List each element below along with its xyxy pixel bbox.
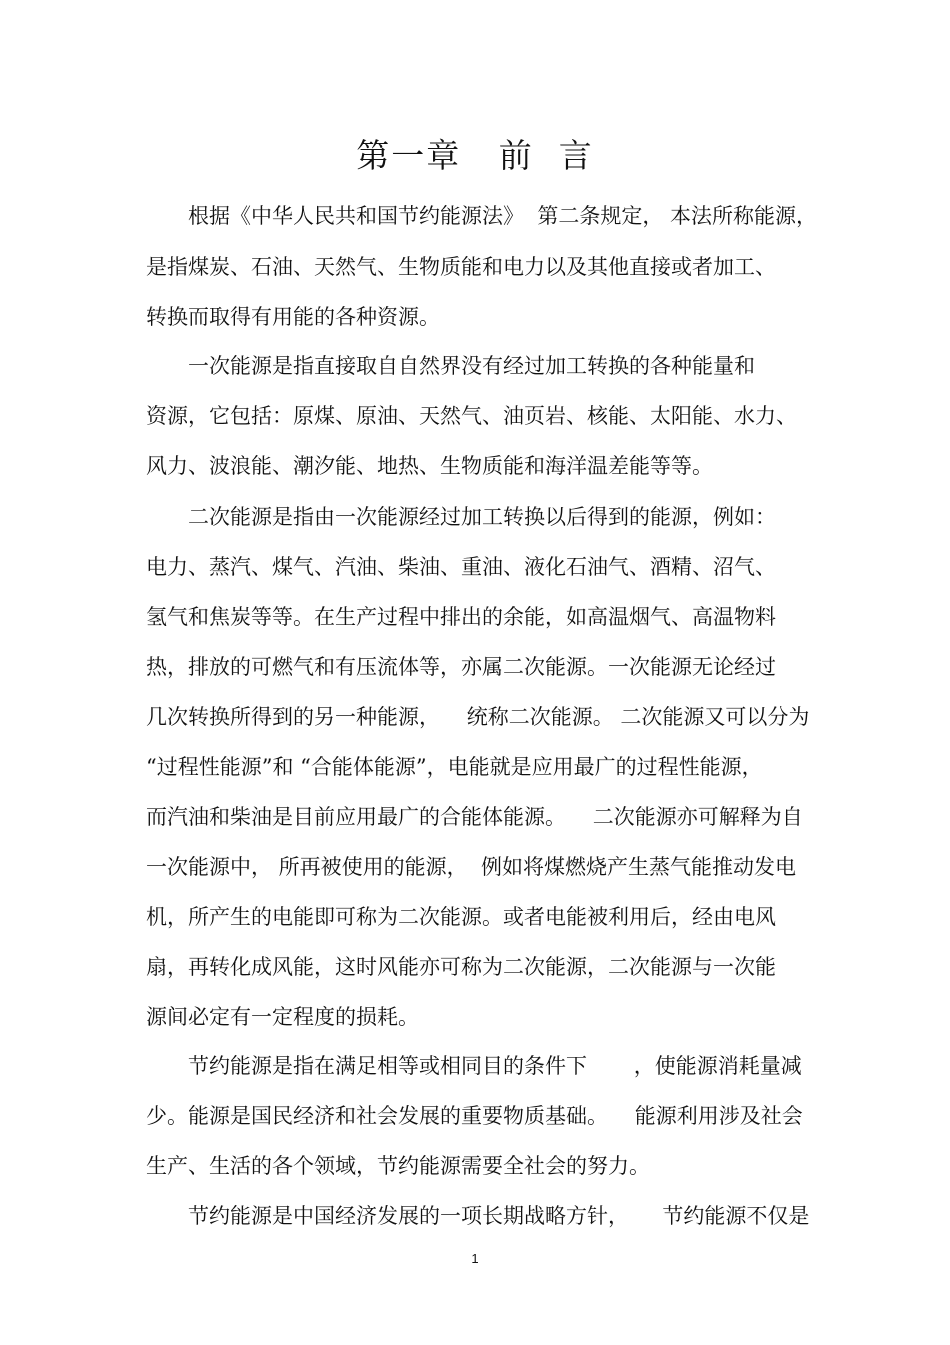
paragraph-3-line-5: 几次转换所得到的另一种能源， 统称二次能源。 二次能源又可以分为	[146, 705, 810, 729]
paragraph-5-line-1: 节约能源是中国经济发展的一项长期战略方针， 节约能源不仅是	[188, 1204, 810, 1228]
paragraph-3-line-7: 而汽油和柴油是目前应用最广的合能体能源。 二次能源亦可解释为自	[146, 805, 803, 829]
paragraph-4-line-2: 少。能源是国民经济和社会发展的重要物质基础。 能源利用涉及社会	[146, 1104, 803, 1128]
paragraph-3-line-11: 源间必定有一定程度的损耗。	[146, 1005, 419, 1029]
paragraph-3-line-2: 电力、蒸汽、煤气、汽油、柴油、重油、液化石油气、酒精、沼气、	[146, 555, 776, 579]
page-number: 1	[471, 1251, 479, 1266]
paragraph-4-line-1: 节约能源是指在满足相等或相同目的条件下 ，使能源消耗量减	[188, 1054, 802, 1078]
paragraph-2-line-2: 资源，它包括：原煤、原油、天然气、油页岩、核能、太阳能、水力、	[146, 404, 797, 428]
paragraph-1-line-1: 根据《中华人民共和国节约能源法》 第二条规定， 本法所称能源，	[188, 204, 818, 228]
paragraph-2-line-1: 一次能源是指直接取自自然界没有经过加工转换的各种能量和	[188, 354, 755, 378]
paragraph-3-line-6: “过程性能源”和 “合能体能源”，电能就是应用最广的过程性能源，	[146, 755, 763, 779]
paragraph-4-line-3: 生产、生活的各个领域，节约能源需要全社会的努力。	[146, 1154, 650, 1178]
paragraph-3-line-9: 机，所产生的电能即可称为二次能源。或者电能被利用后，经由电风	[146, 905, 776, 929]
paragraph-2-line-3: 风力、波浪能、潮汐能、地热、生物质能和海洋温差能等等。	[146, 454, 713, 478]
paragraph-1-line-2: 是指煤炭、石油、天然气、生物质能和电力以及其他直接或者加工、	[146, 255, 776, 279]
chapter-title: 第一章 前 言	[356, 136, 594, 175]
paragraph-1-line-3: 转换而取得有用能的各种资源。	[146, 305, 440, 329]
paragraph-3-line-3: 氢气和焦炭等等。在生产过程中排出的余能，如高温烟气、高温物料	[146, 605, 776, 629]
paragraph-3-line-1: 二次能源是指由一次能源经过加工转换以后得到的能源，例如：	[188, 505, 776, 529]
paragraph-3-line-10: 扇，再转化成风能，这时风能亦可称为二次能源，二次能源与一次能	[146, 955, 776, 979]
paragraph-3-line-4: 热，排放的可燃气和有压流体等，亦属二次能源。一次能源无论经过	[146, 655, 776, 679]
paragraph-3-line-8: 一次能源中， 所再被使用的能源， 例如将煤燃烧产生蒸气能推动发电	[146, 855, 797, 879]
